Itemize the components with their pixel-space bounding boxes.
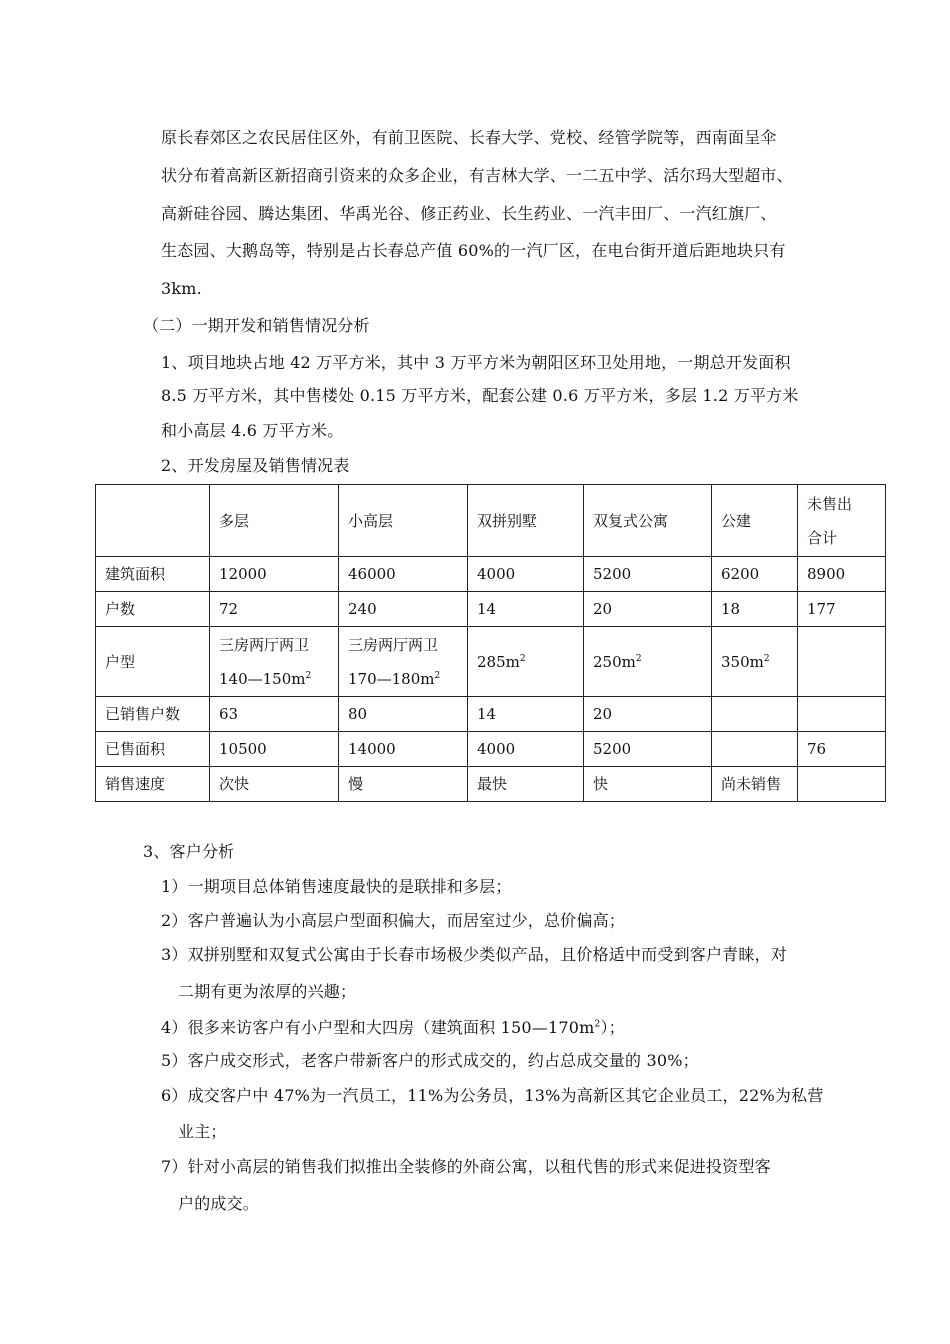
unit-type-line1: 三房两厅两卫 [348, 635, 439, 654]
unit-area: 250m [593, 652, 636, 671]
table-cell: 14 [468, 697, 584, 732]
unit-type-line1: 三房两厅两卫 [219, 635, 310, 654]
table-cell [712, 627, 798, 697]
item1-line-2: 8.5 万平方米，其中售楼处 0.15 万平方米，配套公建 0.6 万平方米，多层 1.2 万平方米 [161, 386, 799, 405]
header-cell: 多层 [210, 485, 339, 557]
intro-line-4: 生态园、大鹅岛等，特别是占长春总产值 60%的一汽厂区，在电台街开道后距地块只有 [161, 241, 786, 260]
client-item-4-text: 4）很多来访客户有小户型和大四房（建筑面积 150—170m [161, 1018, 595, 1037]
header-cell: 双复式公寓 [584, 485, 712, 557]
table-cell: 最快 [468, 767, 584, 802]
client-item-1: 1）一期项目总体销售速度最快的是联排和多层； [161, 877, 512, 896]
superscript: 2 [305, 670, 312, 681]
table-cell [210, 627, 339, 697]
header-unsold-line1: 未售出 [807, 494, 853, 513]
client-item-4 [161, 1018, 625, 1038]
row-label: 已售面积 [96, 732, 210, 767]
superscript: 2 [519, 653, 526, 664]
section-heading-3: 3、客户分析 [143, 842, 235, 861]
superscript: 2 [594, 1019, 601, 1030]
table-cell: 8900 [798, 557, 886, 592]
table-row [96, 627, 886, 697]
client-item-3-line-1: 3）双拼别墅和双复式公寓由于长春市场极少类似产品，且价格适中而受到客户青睐，对 [161, 945, 787, 964]
table-cell: 5200 [584, 557, 712, 592]
table-cell: 6200 [712, 557, 798, 592]
table-cell: 12000 [210, 557, 339, 592]
table-cell [584, 627, 712, 697]
intro-line-2: 状分布着高新区新招商引资来的众多企业，有吉林大学、一二五中学、活尔玛大型超市、 [161, 166, 793, 185]
row-label: 已销售户数 [96, 697, 210, 732]
table-cell: 尚未销售 [712, 767, 798, 802]
client-item-3-line-2: 二期有更为浓厚的兴趣； [178, 982, 357, 1001]
unit-type-line2 [348, 662, 458, 696]
intro-line-5: 3km. [161, 279, 202, 298]
unit-type-area: 170—180m [348, 669, 435, 688]
table-cell: 20 [584, 697, 712, 732]
table-cell: 20 [584, 592, 712, 627]
table-cell: 次快 [210, 767, 339, 802]
table-cell: 177 [798, 592, 886, 627]
table-cell [468, 627, 584, 697]
client-item-4-tail: ）； [600, 1018, 625, 1037]
item1-line-1: 1、项目地块占地 42 万平方米，其中 3 万平方米为朝阳区环卫处用地，一期总开发面积 [161, 353, 791, 372]
table-cell: 慢 [339, 767, 468, 802]
superscript: 2 [635, 653, 642, 664]
header-cell: 双拼别墅 [468, 485, 584, 557]
superscript: 2 [434, 670, 441, 681]
unit-type-area: 140—150m [219, 669, 306, 688]
header-cell-empty [96, 485, 210, 557]
section-heading-2: （二）一期开发和销售情况分析 [143, 316, 370, 335]
table-cell [712, 732, 798, 767]
row-label: 户数 [96, 592, 210, 627]
header-cell: 公建 [712, 485, 798, 557]
intro-line-3: 高新硅谷园、腾达集团、华禹光谷、修正药业、长生药业、一汽丰田厂、一汽红旗厂、 [161, 204, 777, 223]
table-title: 2、开发房屋及销售情况表 [161, 456, 350, 475]
table-cell: 14000 [339, 732, 468, 767]
table-cell [798, 697, 886, 732]
unit-area: 285m [477, 652, 520, 671]
table-row [96, 732, 886, 767]
unit-area: 350m [721, 652, 764, 671]
header-cell: 小高层 [339, 485, 468, 557]
row-label: 户型 [96, 627, 210, 697]
row-label: 销售速度 [96, 767, 210, 802]
table-cell [712, 697, 798, 732]
header-unsold-line2: 合计 [807, 528, 838, 547]
table-cell: 18 [712, 592, 798, 627]
table-cell: 63 [210, 697, 339, 732]
table-row [96, 557, 886, 592]
table-cell: 240 [339, 592, 468, 627]
row-label: 建筑面积 [96, 557, 210, 592]
unit-type-line2 [219, 662, 329, 696]
sales-table [95, 484, 886, 802]
superscript: 2 [763, 653, 770, 664]
table-row [96, 767, 886, 802]
table-cell: 5200 [584, 732, 712, 767]
table-cell: 76 [798, 732, 886, 767]
table-row [96, 697, 886, 732]
header-cell-unsold-total [798, 485, 886, 557]
table-cell [339, 627, 468, 697]
table-cell: 快 [584, 767, 712, 802]
client-item-5: 5）客户成交形式，老客户带新客户的形式成交的，约占总成交量的 30%； [161, 1051, 699, 1070]
client-item-7-line-1: 7）针对小高层的销售我们拟推出全装修的外商公寓，以租代售的形式来促进投资型客 [161, 1157, 771, 1176]
table-cell: 46000 [339, 557, 468, 592]
table-cell: 4000 [468, 732, 584, 767]
intro-line-1: 原长春郊区之农民居住区外，有前卫医院、长春大学、党校、经管学院等，西南面呈伞 [161, 128, 777, 147]
client-item-2: 2）客户普遍认为小高层户型面积偏大，而居室过少，总价偏高； [161, 911, 625, 930]
table-cell [798, 627, 886, 697]
client-item-6-line-1: 6）成交客户中 47%为一汽员工，11%为公务员，13%为高新区其它企业员工，22%为私营 [161, 1086, 824, 1105]
table-cell: 10500 [210, 732, 339, 767]
client-item-6-line-2: 业主； [178, 1122, 227, 1141]
client-item-7-line-2: 户的成交。 [178, 1194, 260, 1213]
table-row [96, 592, 886, 627]
table-header-row [96, 485, 886, 557]
table-cell: 14 [468, 592, 584, 627]
table-cell: 4000 [468, 557, 584, 592]
table-cell: 80 [339, 697, 468, 732]
table-cell: 72 [210, 592, 339, 627]
item1-line-3: 和小高层 4.6 万平方米。 [161, 421, 344, 440]
table-cell [798, 767, 886, 802]
